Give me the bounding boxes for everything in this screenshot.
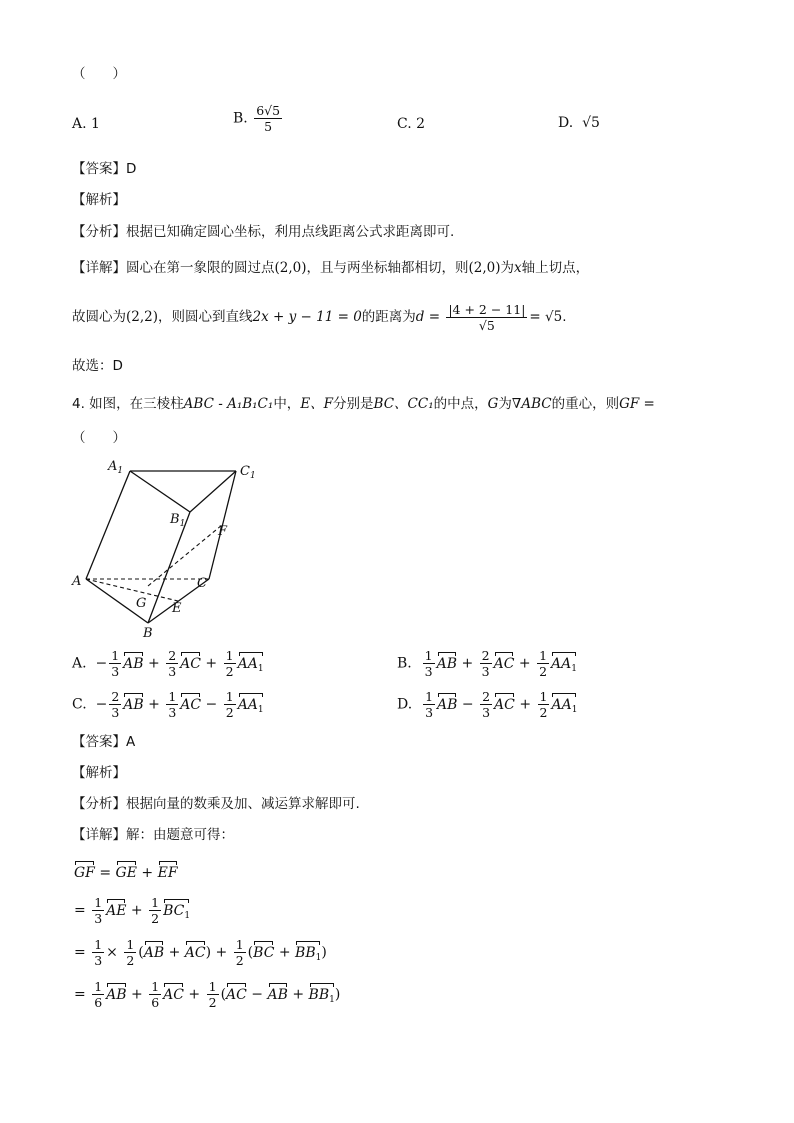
label-a1: $A_1$ xyxy=(108,459,124,476)
q3-option-c: C. 2 xyxy=(397,116,426,132)
segment-gf-hidden xyxy=(148,525,222,586)
q4-option-b: B. $\frac{1}{3}$ AB + $\frac{2}{3}$ AC + $\frac{1}{2}$ $AA_1$ xyxy=(397,648,577,679)
label-b: B xyxy=(143,626,153,641)
q3-detail-line1: 【详解】圆心在第一象限的圆过点(2,0)，且与两坐标轴都相切，则(2,0)为x轴上切点， xyxy=(72,260,590,276)
label-c: C xyxy=(197,576,207,591)
q4-fenxi: 【分析】根据向量的数乘及加、减运算求解即可. xyxy=(72,796,360,812)
derivation-line1: GF = GE + EF xyxy=(74,865,178,881)
median-ae-hidden xyxy=(86,579,178,601)
q4-analysis-tag: 【解析】 xyxy=(72,765,126,781)
edge-b1c1 xyxy=(190,471,236,512)
label-e: E xyxy=(172,601,182,616)
prism-figure xyxy=(66,455,276,645)
q4-paren: （ ） xyxy=(72,430,126,446)
derivation-line3: = $\frac{1}{3}$ × $\frac{1}{2}$ (AB + AC) + $\frac{1}{2}$ $(BC + BB_1)$ xyxy=(74,937,327,968)
q3-fenxi: 【分析】根据已知确定圆心坐标，利用点线距离公式求距离即可. xyxy=(72,224,455,240)
q4-answer: 【答案】A xyxy=(72,734,136,750)
q3-answer: 【答案】D xyxy=(72,161,137,177)
label-b1: $B_1$ xyxy=(170,512,186,529)
q3-detail-line2: 故圆心为(2,2)，则圆心到直线2x + y − 11 = 0的距离为d = $\frac{|4 + 2 - 11|}{√5}$ = √5. xyxy=(72,302,567,333)
q3-conclusion: 故选：D xyxy=(72,358,123,374)
edge-a1b1 xyxy=(130,471,190,512)
edge-aa1 xyxy=(86,471,130,579)
derivation-line4: = $\frac{1}{6}$ AB + $\frac{1}{6}$ AC + $\frac{1}{2}$ (AC − AB + $BB_1$) xyxy=(74,979,341,1010)
q4-option-c: C. − $\frac{2}{3}$ AB + $\frac{1}{3}$ AC − $\frac{1}{2}$ $AA_1$ xyxy=(72,689,264,720)
q4-xiangjie: 【详解】解：由题意可得： xyxy=(72,827,234,843)
q3-option-d: D. √5 xyxy=(558,115,600,131)
q3-analysis-tag: 【解析】 xyxy=(72,192,126,208)
label-a: A xyxy=(72,574,82,589)
q4-option-a: A. − $\frac{1}{3}$ AB + $\frac{2}{3}$ AC + $\frac{1}{2}$ $AA_1$ xyxy=(72,648,264,679)
derivation-line2: = $\frac{1}{3}$ AE + $\frac{1}{2}$ $BC_1$ xyxy=(74,895,191,926)
q3-paren: （ ） xyxy=(72,66,126,82)
q3-option-b: B. $\frac{6√5}{5}$ xyxy=(233,103,281,134)
label-f: F xyxy=(218,524,228,539)
label-g: G xyxy=(136,596,147,611)
label-c1: $C_1$ xyxy=(240,464,256,481)
q3-option-a: A. 1 xyxy=(72,116,100,132)
q4-option-d: D. $\frac{1}{3}$ AB − $\frac{2}{3}$ AC + $\frac{1}{2}$ $AA_1$ xyxy=(397,689,578,720)
q4-stem: 4. 如图，在三棱柱ABC - A₁B₁C₁中，E、F分别是BC、CC₁的中点，G为∇ABC的重心，则GF = xyxy=(72,396,655,412)
